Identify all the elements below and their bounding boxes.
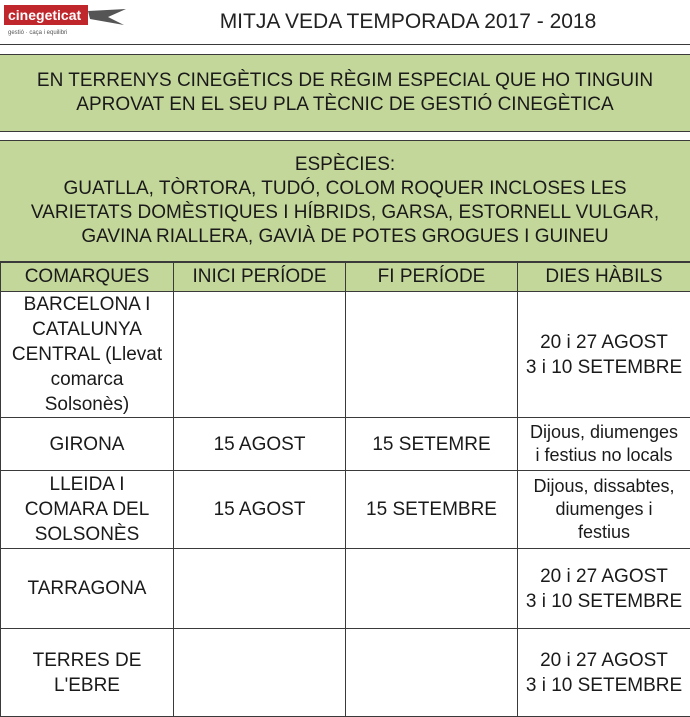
- column-header-dies: DIES HÀBILS: [518, 263, 690, 292]
- scope-line-1: EN TERRENYS CINEGÈTICS DE RÈGIM ESPECIAL QUE HO TINGUIN: [37, 69, 653, 93]
- table-row: [1, 549, 690, 629]
- start-cell: [174, 549, 346, 629]
- species-line-2: VARIETATS DOMÈSTIQUES I HÍBRIDS, GARSA, ESTORNELL VULGAR,: [31, 201, 659, 225]
- column-header-fi: FI PERÍODE: [346, 263, 518, 292]
- spacer: [0, 132, 690, 141]
- end-cell: 15 SETEMRE: [346, 418, 518, 471]
- logo-subtitle: gestió · caça i equilibri: [8, 30, 67, 36]
- scope-line-2: APROVAT EN EL SEU PLA TÈCNIC DE GESTIÓ CINEGÈTICA: [76, 93, 613, 117]
- region-line: LLEIDA I: [5, 472, 169, 497]
- days-cell: [518, 549, 690, 629]
- end-cell: [346, 549, 518, 629]
- days-line: 20 i 27 AGOST: [522, 564, 686, 589]
- days-line: 3 i 10 SETEMBRE: [522, 673, 686, 698]
- region-line: L'EBRE: [5, 673, 169, 698]
- species-banner: [0, 141, 690, 262]
- table-row: [1, 471, 690, 549]
- table-row: [1, 418, 690, 471]
- species-line-1: GUATLLA, TÒRTORA, TUDÓ, COLOM ROQUER INCLOSES LES: [63, 177, 626, 201]
- region-line: Solsonès): [5, 392, 169, 417]
- days-line: Dijous, diumenges: [522, 421, 686, 444]
- region-line: CENTRAL (Llevat: [5, 342, 169, 367]
- region-line: SOLSONÈS: [5, 522, 169, 547]
- column-header-comarques: COMARQUES: [1, 263, 174, 292]
- start-cell: 15 AGOST: [174, 418, 346, 471]
- end-cell: [346, 292, 518, 418]
- table-header-row: [1, 263, 690, 292]
- region-line: comarca: [5, 367, 169, 392]
- start-cell: [174, 292, 346, 418]
- end-cell: [346, 629, 518, 717]
- start-cell: [174, 629, 346, 717]
- region-line: CATALUNYA: [5, 317, 169, 342]
- days-line: diumenges i: [522, 498, 686, 521]
- days-line: 20 i 27 AGOST: [522, 330, 686, 355]
- species-heading: ESPÈCIES:: [295, 153, 395, 177]
- season-table: [0, 262, 690, 717]
- scope-banner: [0, 55, 690, 132]
- page-title: MITJA VEDA TEMPORADA 2017 - 2018: [128, 0, 688, 44]
- region-line: GIRONA: [5, 432, 169, 457]
- days-cell: [518, 292, 690, 418]
- region-cell: [1, 471, 174, 549]
- days-line: Dijous, dissabtes,: [522, 475, 686, 498]
- header: [0, 0, 690, 45]
- start-cell: 15 AGOST: [174, 471, 346, 549]
- region-cell: [1, 292, 174, 418]
- days-line: 3 i 10 SETEMBRE: [522, 355, 686, 380]
- column-header-inici: INICI PERÍODE: [174, 263, 346, 292]
- days-line: 20 i 27 AGOST: [522, 648, 686, 673]
- region-line: TARRAGONA: [5, 576, 169, 601]
- end-cell: 15 SETEMBRE: [346, 471, 518, 549]
- days-line: 3 i 10 SETEMBRE: [522, 589, 686, 614]
- region-line: BARCELONA I: [5, 292, 169, 317]
- table-row: [1, 629, 690, 717]
- table-row: [1, 292, 690, 418]
- region-line: COMARA DEL: [5, 497, 169, 522]
- days-cell: [518, 471, 690, 549]
- cinegeticat-logo: [4, 5, 126, 39]
- region-line: TERRES DE: [5, 648, 169, 673]
- days-line: i festius no locals: [522, 444, 686, 467]
- days-cell: [518, 418, 690, 471]
- spacer: [0, 45, 690, 55]
- days-line: festius: [522, 521, 686, 544]
- region-cell: [1, 418, 174, 471]
- region-cell: [1, 629, 174, 717]
- region-cell: [1, 549, 174, 629]
- species-line-3: GAVINA RIALLERA, GAVIÀ DE POTES GROGUES I GUINEU: [81, 225, 608, 249]
- logo-text: cinegeticat: [8, 7, 81, 23]
- days-cell: [518, 629, 690, 717]
